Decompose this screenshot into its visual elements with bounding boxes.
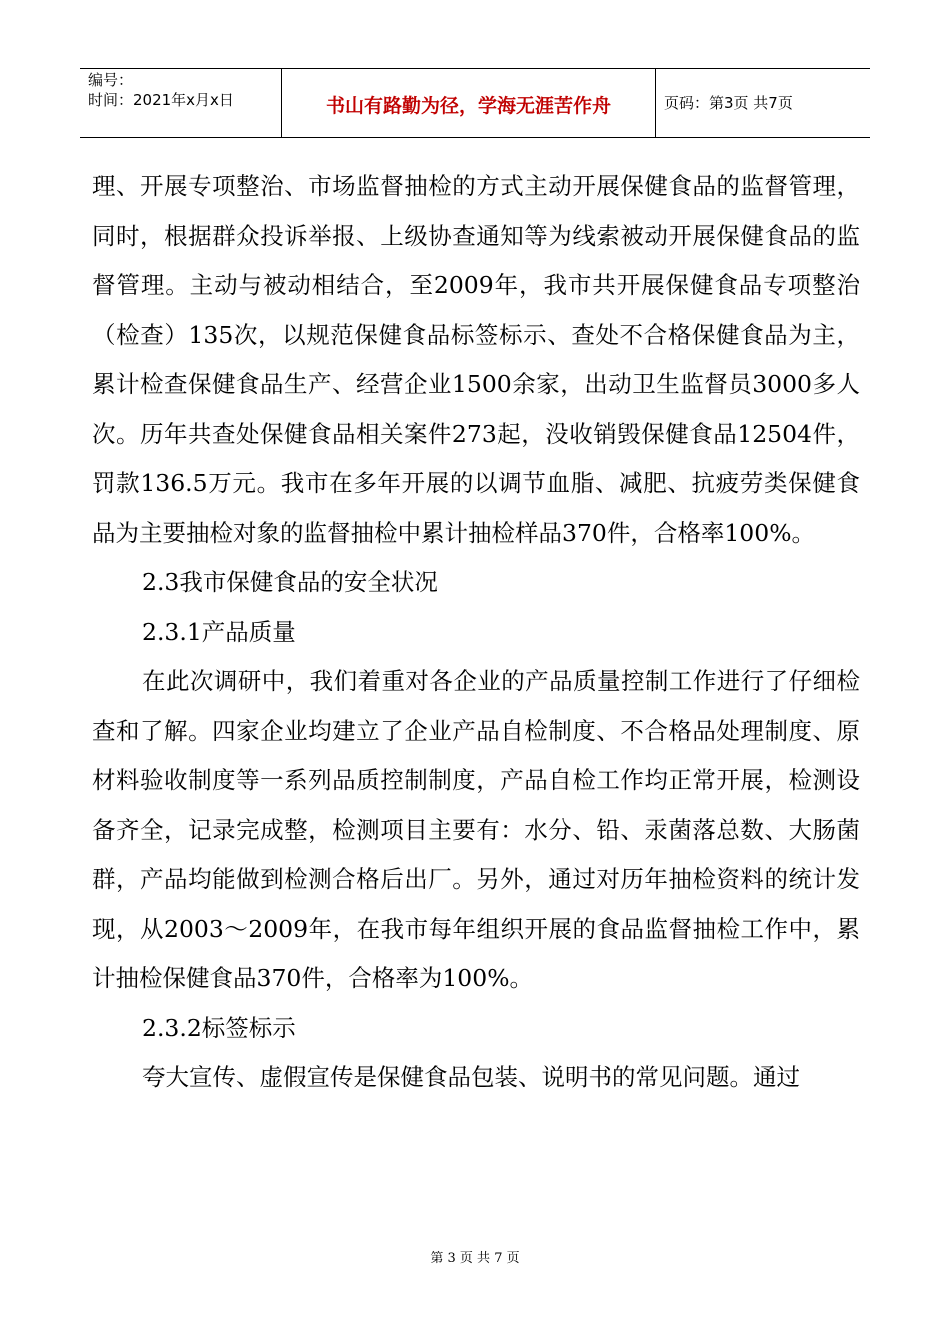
header-info-cell — [80, 69, 282, 137]
body-paragraph: 夸大宣传、虚假宣传是保健食品包装、说明书的常见问题。通过 — [142, 1063, 800, 1091]
header-page-cell — [656, 69, 870, 137]
header-motto-cell — [282, 69, 656, 137]
body-paragraph: 在此次调研中，我们着重对各企业的产品质量控制工作进行了仔细检查和了解。四家企业均建立了企业产品自检制度、不合格品处理制度、原材料验收制度等一系列品质控制制度，产品自检工作均正常开展，检测设备齐全，记录完成整，检测项目主要有：水分、铅、汞菌落总数、大肠菌群，产品均能做到检测合格后出厂。另外，通过对历年抽检资料的统计发现，从2003～2009年，在我市每年组织开展的食品监督抽检工作中，累计抽检保健食品370件，合格率为100%。 — [92, 667, 860, 992]
document-number-label: 编号： — [88, 71, 134, 89]
body-paragraph: 理、开展专项整治、市场监督抽检的方式主动开展保健食品的监督管理，同时，根据群众投诉举报、上级协查通知等为线索被动开展保健食品的监督管理。主动与被动相结合，至2009年，我市共开展保健食品专项整治（检查）135次，以规范保健食品标签标示、查处不合格保健食品为主，累计检查保健食品生产、经营企业1500余家，出动卫生监督员3000多人次。历年共查处保健食品相关案件273起，没收销毁保健食品12504件，罚款136.5万元。我市在多年开展的以调节血脂、减肥、抗疲劳类保健食品为主要抽检对象的监督抽检中累计抽检样品370件，合格率100%。 — [92, 172, 860, 547]
page-footer: 第 3 页 共 7 页 — [430, 1251, 520, 1266]
header-motto: 书山有路勤为径，学海无涯苦作舟 — [325, 95, 611, 117]
section-heading: 2.3我市保健食品的安全状况 — [142, 568, 438, 596]
document-time-label: 时间：2021年x月x日 — [88, 91, 234, 109]
subsection-heading: 2.3.2标签标示 — [142, 1013, 296, 1042]
header-page-number: 页码：第3页 共7页 — [664, 94, 793, 112]
page-header-table — [80, 68, 870, 138]
subsection-heading: 2.3.1产品质量 — [142, 617, 296, 646]
document-body — [92, 162, 860, 1103]
